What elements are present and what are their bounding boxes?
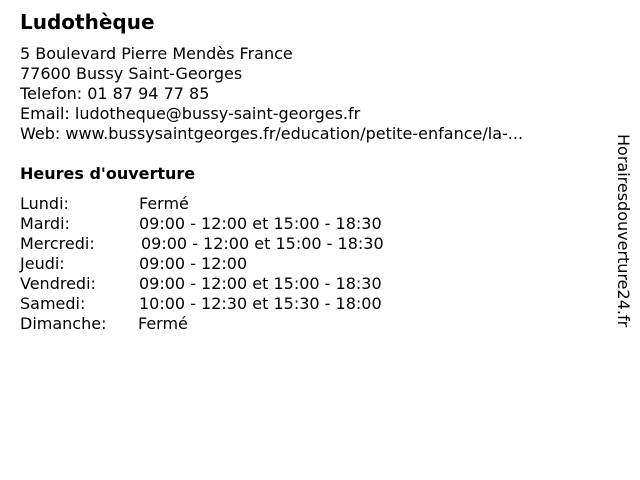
day-label: Dimanche: bbox=[20, 314, 107, 333]
email-address: Email: ludotheque@bussy-saint-georges.fr bbox=[20, 104, 361, 123]
day-hours: 09:00 - 12:00 bbox=[139, 254, 248, 273]
site-watermark: Horairesdouverture24.fr bbox=[614, 134, 633, 328]
address-street: 5 Boulevard Pierre Mendès France bbox=[20, 44, 293, 63]
website-url: Web: www.bussysaintgeorges.fr/education/petite-enfance/la-... bbox=[20, 124, 524, 143]
day-label: Jeudi: bbox=[20, 254, 65, 273]
day-hours: Fermé bbox=[139, 194, 189, 213]
day-hours: Fermé bbox=[138, 314, 188, 333]
day-hours: 09:00 - 12:00 et 15:00 - 18:30 bbox=[139, 214, 382, 233]
day-label: Samedi: bbox=[20, 294, 86, 313]
day-label: Vendredi: bbox=[20, 274, 96, 293]
day-label: Mercredi: bbox=[20, 234, 95, 253]
address-city: 77600 Bussy Saint-Georges bbox=[20, 64, 243, 83]
day-hours: 09:00 - 12:00 et 15:00 - 18:30 bbox=[141, 234, 384, 253]
day-hours: 09:00 - 12:00 et 15:00 - 18:30 bbox=[139, 274, 382, 293]
opening-hours-heading: Heures d'ouverture bbox=[20, 164, 196, 183]
page-title: Ludothèque bbox=[20, 10, 155, 34]
phone-number: Telefon: 01 87 94 77 85 bbox=[20, 84, 210, 103]
day-hours: 10:00 - 12:30 et 15:30 - 18:00 bbox=[139, 294, 382, 313]
contact-info bbox=[20, 44, 523, 144]
day-label: Mardi: bbox=[20, 214, 70, 233]
day-label: Lundi: bbox=[20, 194, 69, 213]
